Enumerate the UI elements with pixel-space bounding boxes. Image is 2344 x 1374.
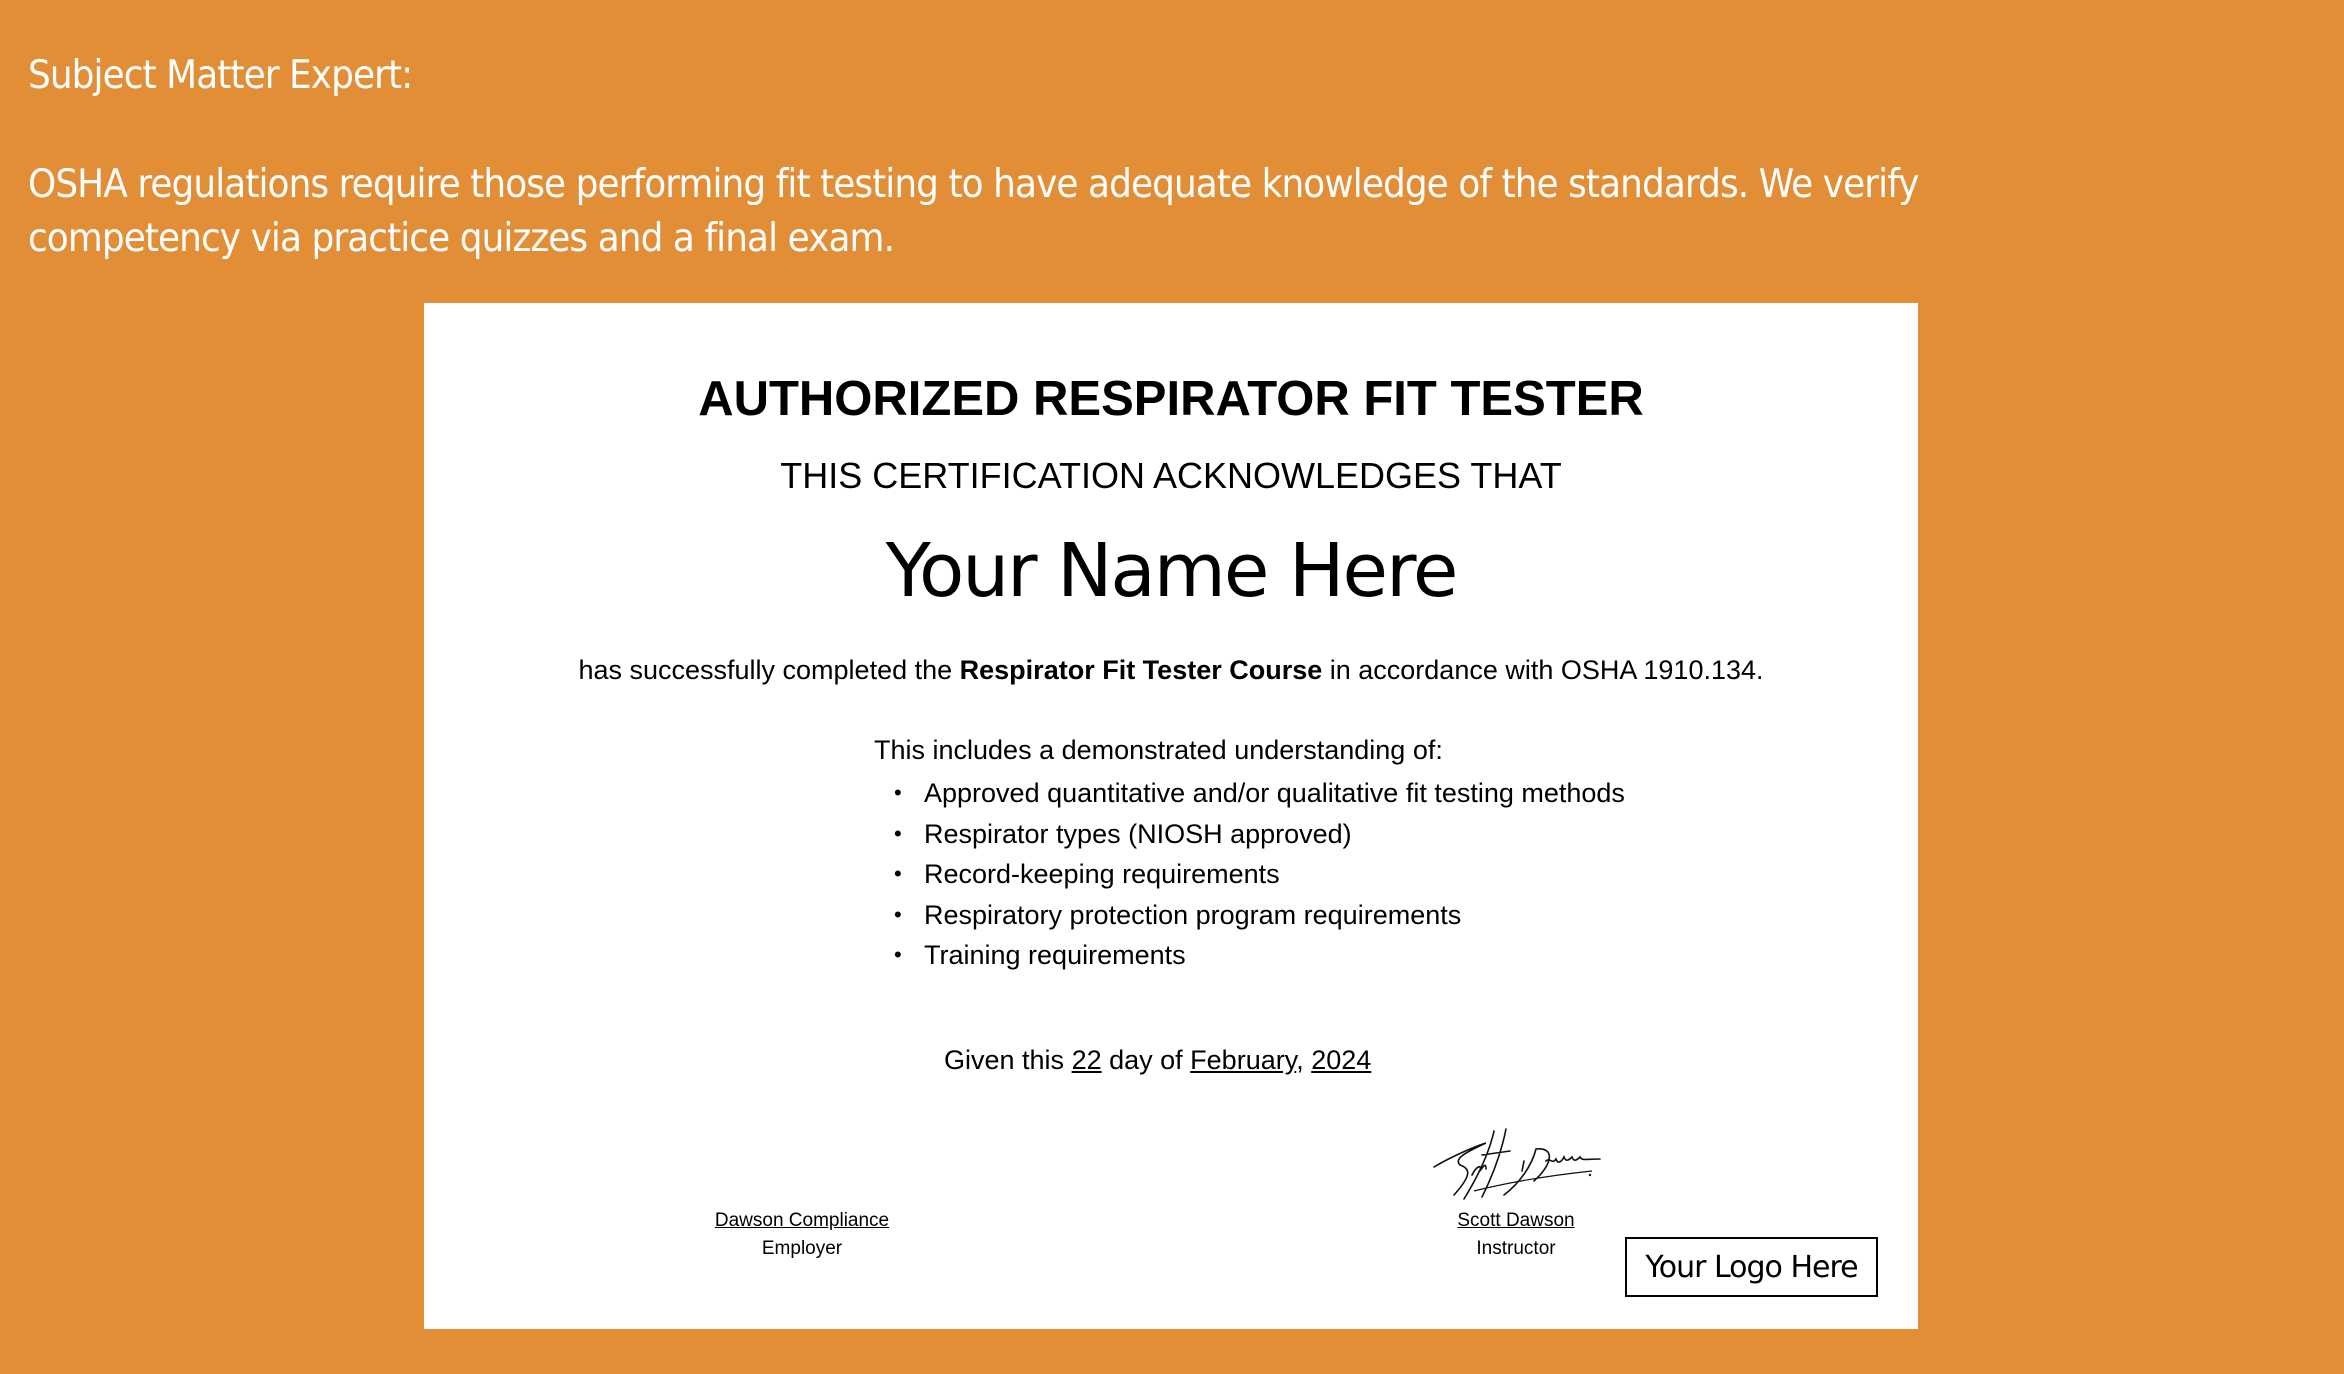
employer-role: Employer (761, 1238, 843, 1259)
list-item: • Approved quantitative and/or qualitative fit testing methods (894, 773, 1625, 814)
given-day: 22 (1071, 1045, 1102, 1075)
slide-body (28, 158, 2052, 266)
given-year: 2024 (1311, 1045, 1372, 1075)
employer-block (702, 1207, 902, 1263)
topics-list (894, 773, 1625, 976)
list-item: • Training requirements (894, 935, 1625, 976)
given-date: Given this 22 day of February, 2024 (944, 1045, 1372, 1075)
given-month: February (1190, 1045, 1297, 1075)
certificate-title: AUTHORIZED RESPIRATOR FIT TESTER (698, 372, 1644, 426)
bullet-icon: • (894, 942, 902, 967)
instructor-role: Instructor (1476, 1238, 1556, 1259)
list-item: • Respirator types (NIOSH approved) (894, 814, 1625, 855)
list-item: • Respiratory protection program requirements (894, 895, 1625, 936)
slide-body-line: competency via practice quizzes and a final exam. (28, 216, 895, 261)
includes-intro: This includes a demonstrated understanding of: (874, 735, 1443, 765)
certificate-subtitle: THIS CERTIFICATION ACKNOWLEDGES THAT (780, 455, 1562, 496)
instructor-block (1416, 1207, 1616, 1263)
completion-prefix: has successfully completed the (578, 655, 960, 685)
instructor-name: Scott Dawson (1457, 1210, 1575, 1231)
list-item: • Record-keeping requirements (894, 854, 1625, 895)
signature-icon (1424, 1125, 1604, 1207)
bullet-icon: • (894, 780, 902, 805)
logo-placeholder: Your Logo Here (1625, 1237, 1878, 1297)
course-name: Respirator Fit Tester Course (959, 655, 1323, 685)
slide-body-line: OSHA regulations require those performing fit testing to have adequate knowledge of the standards. We verify (28, 162, 1919, 207)
slide-heading: Subject Matter Expert: (28, 53, 413, 98)
bullet-icon: • (894, 820, 902, 846)
completion-suffix: in accordance with OSHA 1910.134. (1322, 655, 1764, 685)
certificate-card (424, 303, 1918, 1329)
bullet-icon: • (894, 861, 902, 886)
recipient-name: Your Name Here (885, 528, 1457, 614)
employer-name: Dawson Compliance (714, 1210, 890, 1231)
completion-statement (424, 655, 1918, 686)
bullet-icon: • (894, 901, 902, 927)
